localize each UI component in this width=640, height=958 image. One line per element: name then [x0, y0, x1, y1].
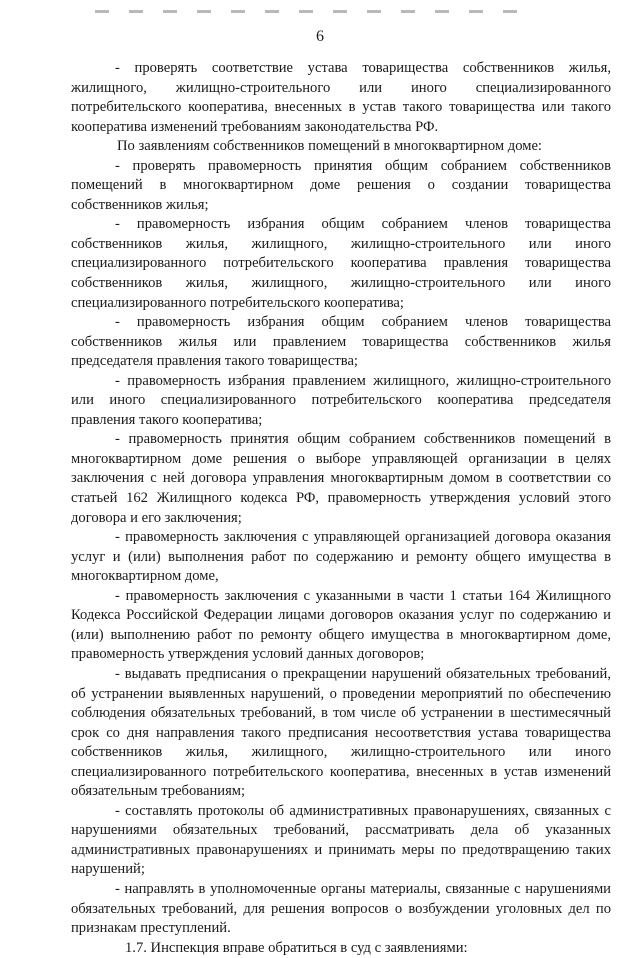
paragraph-service-contract: - правомерность заключения с управляющей организацией договора оказания услуг и (или) выполнения работ по содержанию и ремонту общего имущества в многоквартирном доме,	[71, 529, 611, 585]
paragraph-protocols: - составлять протоколы об административных правонарушениях, связанных с нарушениями обязательных требований, рассматривать дела об указанных административных правонарушениях и принимать меры по предотвращению таких нарушений;	[71, 802, 611, 878]
paragraph-board-chair-coop: - правомерность избрания правлением жилищного, жилищно-строительного или иного специализированного потребительского кооператива председателя правления такого кооператива;	[71, 372, 611, 428]
paragraph-management-company: - правомерность принятия общим собранием собственников помещений в многоквартирном доме решения о выборе управляющей организации в целях заключения с ней договора управления многоквартирным домом в соответствии со статьей 162 Жилищного кодекса РФ, правомерность утверждения условий этого договора и его заключения;	[71, 431, 611, 526]
paragraph-article-164: - правомерность заключения с указанными в части 1 статьи 164 Жилищного Кодекса Российской Федерации лицами договоров оказания услуг по содержанию и (или) выполнению работ по ремонту общего имущества в многоквартирном доме, правомерность утверждения условий данных договоров;	[71, 587, 611, 663]
paragraph-materials: - направлять в уполномоченные органы материалы, связанные с нарушениями обязательных требований, для решения вопросов о возбуждении уголовных дел по признакам преступлений.	[71, 880, 611, 937]
paragraph-hoa-creation: - проверять правомерность принятия общим собранием собственников помещений в многоквартирном доме решения о создании товарищества собственников жилья;	[71, 157, 611, 213]
paragraph-board-election: - правомерность избрания общим собранием членов товарищества собственников жилья, жилищного, жилищно-строительного или иного специализированного потребительского кооператива правления товарищества собственников жилья, жилищного, жилищно-строительного или иного специализированного потребительского кооператива;	[71, 216, 611, 311]
paragraph-charter-check: - проверять соответствие устава товарищества собственников жилья, жилищного, жилищно-строительного или иного специализированного потребительского кооператива, внесенных в устав такого товарищества или такого кооператива изменений требованиям законодательства РФ.	[71, 60, 611, 135]
paragraph-board-chair-hoa: - правомерность избрания общим собранием членов товарищества собственников жилья или правлением товарищества собственников жилья председателя правления такого товарищества;	[71, 314, 611, 370]
scan-artifact-line	[95, 10, 535, 13]
paragraph-owner-requests-heading: По заявлениям собственников помещений в многоквартирном доме:	[117, 138, 542, 155]
document-body	[71, 59, 611, 958]
section-1-7-heading: 1.7. Инспекция вправе обратиться в суд с заявлениями:	[125, 939, 468, 956]
paragraph-orders: - выдавать предписания о прекращении нарушений обязательных требований, об устранении выявленных нарушений, о проведении мероприятий по обеспечению соблюдения обязательных требований, в том числе об устранении в шестимесячный срок со дня направления такого предписания несоответствия устава товарищества собственников жилья, жилищного, жилищно-строительного или иного специализированного потребительского кооператива, внесенных в устав изменений обязательным требованиям;	[71, 665, 611, 800]
page-number: 6	[316, 28, 324, 45]
